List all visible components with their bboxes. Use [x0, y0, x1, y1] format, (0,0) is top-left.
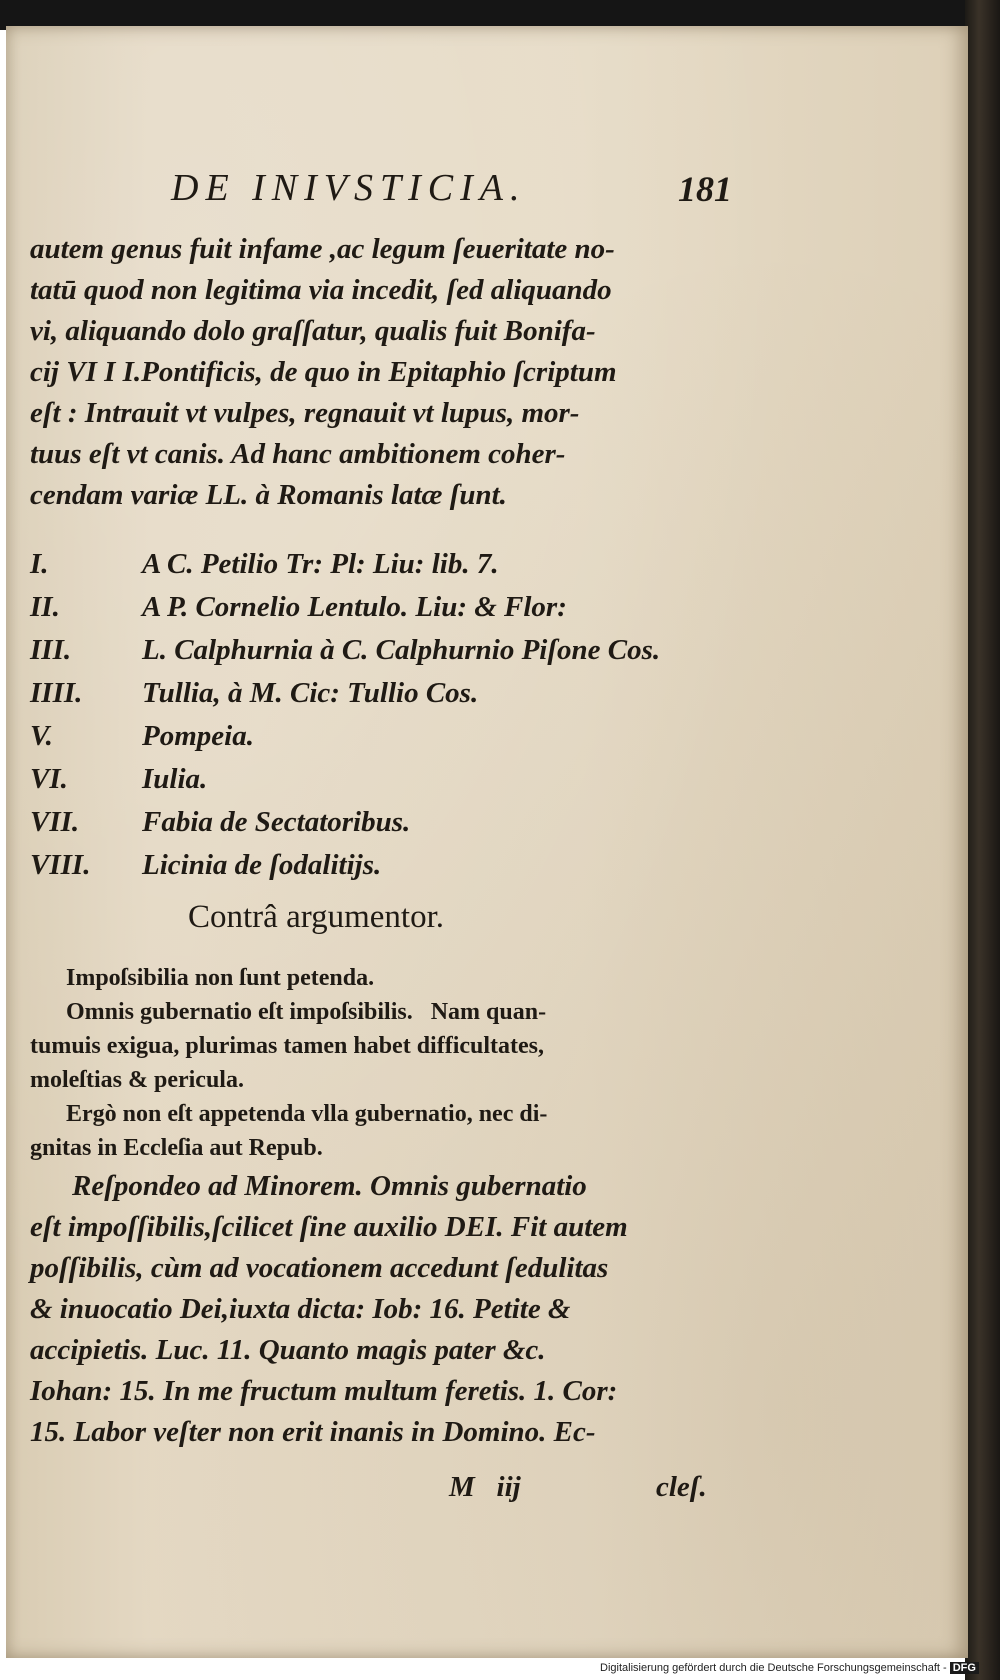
- section-heading: Contrâ argumentor.: [188, 899, 445, 935]
- law-item: [30, 543, 730, 586]
- text-line: 15. Labor veſter non erit inanis in Domino. Ec-: [30, 1416, 596, 1448]
- law-item: [30, 672, 730, 715]
- law-list: [30, 543, 730, 887]
- text-line: tuus eſt vt canis. Ad hanc ambitionem coher-: [30, 438, 566, 470]
- law-item: [30, 715, 730, 758]
- text-line: poſſibilis, cùm ad vocationem accedunt ſedulitas: [30, 1252, 609, 1284]
- text-line: Ergò non eſt appetenda vlla gubernatio, nec di-: [30, 1101, 548, 1127]
- law-text: Licinia de ſodalitijs.: [142, 849, 382, 881]
- text-line: tumuis exigua, plurimas tamen habet difficultates,: [30, 1033, 545, 1059]
- page-footer: [6, 1471, 968, 1511]
- book-edge: [965, 0, 1000, 1680]
- text-line: accipietis. Luc. 11. Quanto magis pater &c.: [30, 1334, 546, 1366]
- law-number: VIII.: [30, 849, 91, 881]
- law-text: A P. Cornelio Lentulo. Liu: & Flor:: [142, 591, 567, 623]
- dfg-logo: DFG: [950, 1662, 979, 1674]
- text-line: Impoſsibilia non ſunt petenda.: [30, 965, 375, 991]
- text-line: & inuocatio Dei,iuxta dicta: Iob: 16. Petite &: [30, 1293, 571, 1325]
- law-text: L. Calphurnia à C. Calphurnio Piſone Cos.: [142, 634, 661, 666]
- law-number: I.: [30, 548, 49, 580]
- text-line: eſt : Intrauit vt vulpes, regnauit vt lupus, mor-: [30, 397, 580, 429]
- text-line: eſt impoſſibilis,ſcilicet ſine auxilio DEI. Fit autem: [30, 1211, 628, 1243]
- response-paragraph: [30, 1166, 730, 1453]
- law-item: [30, 586, 730, 629]
- law-text: A C. Petilio Tr: Pl: Liu: lib. 7.: [142, 548, 499, 580]
- text-line: Omnis gubernatio eſt impoſsibilis. Nam quan-: [30, 999, 547, 1025]
- text-line: autem genus fuit infame ,ac legum ſeueritate no-: [30, 233, 615, 265]
- catchword: cleſ.: [656, 1471, 707, 1503]
- text-line: vi, aliquando dolo graſſatur, qualis fuit Bonifa-: [30, 315, 596, 347]
- law-text: Tullia, à M. Cic: Tullio Cos.: [142, 677, 479, 709]
- text-line: Iohan: 15. In me fructum multum feretis. 1. Cor:: [30, 1375, 618, 1407]
- law-text: Fabia de Sectatoribus.: [142, 806, 411, 838]
- law-number: V.: [30, 720, 53, 752]
- law-item: [30, 758, 730, 801]
- book-page: [6, 26, 968, 1658]
- text-line: cendam variæ LL. à Romanis latæ ſunt.: [30, 479, 507, 511]
- law-text: Pompeia.: [142, 720, 254, 752]
- text-line: gnitas in Eccleſia aut Repub.: [30, 1135, 323, 1161]
- law-text: Iulia.: [142, 763, 208, 795]
- text-line: Reſpondeo ad Minorem. Omnis gubernatio: [72, 1170, 587, 1202]
- law-item: [30, 801, 730, 844]
- running-header: [6, 166, 968, 226]
- law-number: IIII.: [30, 677, 83, 709]
- law-number: III.: [30, 634, 72, 666]
- law-item: [30, 844, 730, 887]
- credit-text: Digitalisierung gefördert durch die Deutsche Forschungsgemeinschaft -: [600, 1662, 947, 1674]
- text-line: tatū quod non legitima via incedit, ſed aliquando: [30, 274, 612, 306]
- law-number: II.: [30, 591, 60, 623]
- argument-paragraph: [30, 961, 730, 1165]
- law-number: VII.: [30, 806, 80, 838]
- text-line: moleſtias & pericula.: [30, 1067, 244, 1093]
- intro-paragraph: [30, 229, 730, 516]
- digitization-credit: [600, 1662, 979, 1674]
- law-number: VI.: [30, 763, 68, 795]
- law-item: [30, 629, 730, 672]
- running-title: DE INIVSTICIA.: [171, 167, 527, 209]
- text-line: cij VI I I.Pontificis, de quo in Epitaphio ſcriptum: [30, 356, 617, 388]
- page-number: 181: [678, 169, 732, 209]
- signature-mark: M iij: [449, 1471, 521, 1503]
